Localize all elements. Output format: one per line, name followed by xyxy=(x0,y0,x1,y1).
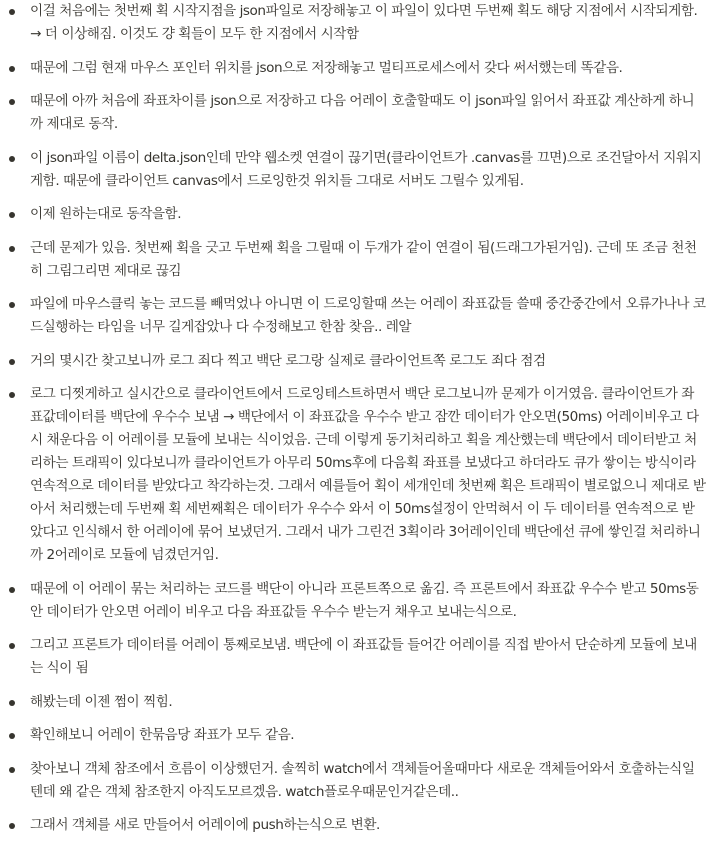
list-item-text: 때문에 이 어레이 묶는 처리하는 코드를 백단이 아니라 프론트쪽으로 옮김. 즉 프론트에서 좌표값 우수수 받고 50ms동안 데이터가 안오면 어레이 비우고 다음 좌표값들 우수수 받는거 채우고 보내는식으로. xyxy=(30,580,699,620)
list-item xyxy=(0,237,712,283)
list-item xyxy=(0,578,712,624)
list-item xyxy=(0,758,712,804)
list-item xyxy=(0,814,712,837)
list-item-text: 이제 원하는대로 동작을함. xyxy=(30,206,182,222)
list-item-text: 찾아보니 객체 참조에서 흐름이 이상했던거. 솔찍히 watch에서 객체들어올때마다 새로운 객체들어와서 호출하는식일텐데 왜 같은 객체 참조한지 아직도모르겠음. watch플로우때문인거같은데.. xyxy=(30,760,695,800)
list-item xyxy=(0,350,712,373)
list-item xyxy=(0,57,712,80)
list-item xyxy=(0,147,712,193)
list-item-text: 이걸 처음에는 첫번째 획 시작지점을 json파일로 저장해놓고 이 파일이 있다면 두번째 획도 해당 지점에서 시작되게함. → 더 이상해짐. 이것도 걍 획들이 모두 한 지점에서 시작함 xyxy=(30,3,698,42)
bullet-icon xyxy=(8,724,30,747)
bullet-icon xyxy=(8,90,30,113)
list-item-text[interactable]: 로그 디찟게하고 실시간으로 클라이언트에서 드로잉테스트하면서 백단 로그보니까 문제가 이거였음. 클라이언트가 좌표값데이터를 백단에 우수수 보냄 → 백단에서 이 좌표값을 우수수 받고 잠깐 데이터가 안오면(50ms) 어레이비우고 다시 채운다음 이 어레이를 모듈에 보내는 식이었음. 근데 이렇게 동기처리하고 획을 계산했는데 백단에서 데이터받고 처리하는 트래픽이 있다보니까 클라이언트가 아무리 50ms후에 다음획 좌표를 보냈다고 하더라도 큐가 쌓이는 방식이라 연속적으로 데이터를 받았다고 착각하는것. 그래서 예를들어 획이 세개인데 첫번째 획은 트래픽이 별로없으니 제대로 받아서 처리했는데 두번째 획 세번째획은 데이터가 우수수 와서 이 50ms설정이 안먹혀서 이 두 데이터를 연속적으로 받았다고 인식해서 한 어레이에 묶어 보냈던거. 그래서 내가 그린건 3획이라 3어레이인데 백단에선 큐에 쌓인걸 처리하니까 2어레이로 모듈에 넘겼던거임. xyxy=(30,386,706,563)
bullet-icon xyxy=(8,147,30,170)
list-item-text: 그리고 프론트가 데이터를 어레이 통째로보냄. 백단에 이 좌표값들 들어간 어레이를 직접 받아서 단순하게 모듈에 보내는 식이 됨 xyxy=(30,637,697,676)
list-item-text: 확인해보니 어레이 한묶음당 좌표가 모두 같음. xyxy=(30,727,295,743)
list-item-text: 그래서 객체를 새로 만들어서 어레이에 push하는식으로 변환. xyxy=(30,817,380,833)
bullet-icon xyxy=(8,57,30,80)
bullet-icon xyxy=(8,0,30,23)
list-item xyxy=(0,724,712,747)
list-item-text: 때문에 아까 처음에 좌표차이를 json으로 저장하고 다음 어레이 호출할때도 이 json파일 읽어서 좌표값 계산하게 하니까 제대로 동작. xyxy=(30,93,695,132)
bullet-icon xyxy=(8,634,30,657)
list-item-text: 거의 몇시간 찾고보니까 로그 죄다 찍고 백단 로그랑 실제로 클라이언트쪽 로그도 죄다 점검 xyxy=(30,352,546,369)
bullet-icon xyxy=(8,350,30,373)
bullet-icon xyxy=(8,203,30,226)
bullet-icon xyxy=(8,237,30,260)
list-item xyxy=(0,634,712,680)
list-item xyxy=(0,691,712,714)
list-item xyxy=(0,90,712,136)
list-item xyxy=(0,0,712,46)
list-item-text: 때문에 그럼 현재 마우스 포인터 위치를 json으로 저장해놓고 멀티프로세스에서 갖다 써서했는데 똑같음. xyxy=(30,59,623,76)
list-item xyxy=(0,293,712,339)
list-item xyxy=(0,203,712,226)
bullet-icon xyxy=(8,814,30,837)
list-item xyxy=(0,383,712,567)
bullet-icon xyxy=(8,383,30,406)
bullet-icon xyxy=(8,758,30,781)
bullet-icon xyxy=(8,293,30,316)
list-item-text: 근데 문제가 있음. 첫번째 획을 긋고 두번째 획을 그릴때 이 두개가 같이 연결이 됨(드래그가된거임). 근데 또 조금 천천히 그림그리면 제대로 끊김 xyxy=(30,239,697,279)
list-item-text: 이 json파일 이름이 delta.json인데 만약 웹소켓 연결이 끊기면(클라이언트가 .canvas를 끄면)으로 조건달아서 지워지게함. 때문에 클라이언트 canvas에서 드로잉한것 위치들 그대로 서버도 그릴수 있게됨. xyxy=(30,149,702,189)
list-item-text: 파일에 마우스클릭 놓는 코드를 빼먹었나 아니면 이 드로잉할때 쓰는 어레이 좌표값들 쓸때 중간중간에서 오류가나나 코드실행하는 타임을 너무 길게잡았나 다 수정해보고 한참 찾음.. 레알 xyxy=(30,296,706,335)
list-item-text: 해봤는데 이젠 쩜이 찍힘. xyxy=(30,693,173,710)
bullet-icon xyxy=(8,691,30,714)
bullet-icon xyxy=(8,578,30,601)
